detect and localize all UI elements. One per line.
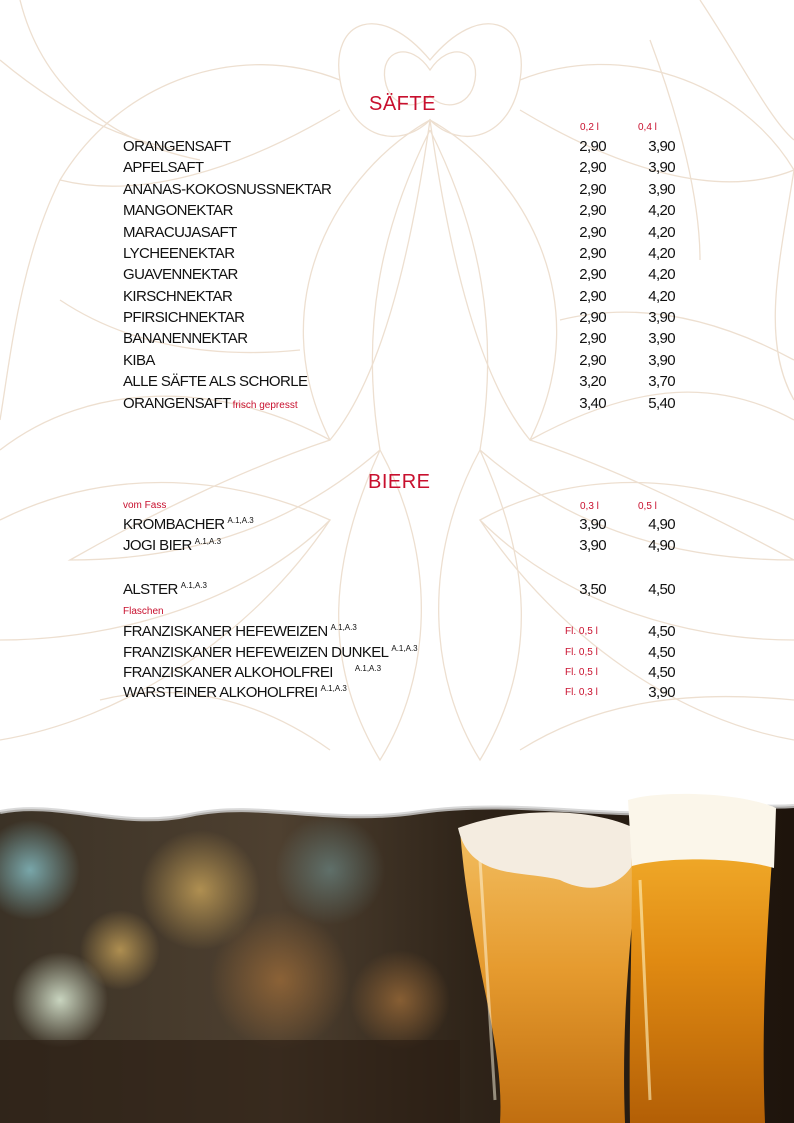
price-large: 4,20: [648, 202, 675, 219]
item-name: ORANGENSAFT: [123, 395, 231, 412]
size-header-small: 0,2 l: [580, 122, 599, 133]
price-large: 4,90: [648, 537, 675, 554]
price-large: 4,50: [648, 581, 675, 598]
subsection-vom-fass: vom Fass: [123, 500, 167, 511]
allergen-codes: A.1,A.3: [180, 581, 208, 590]
item-note: frisch gepresst: [232, 400, 298, 411]
item-name: PFIRSICHNEKTAR: [123, 309, 245, 326]
bottle-size: Fl. 0,3 l: [565, 687, 598, 698]
price: 4,50: [648, 623, 675, 640]
price-small: 2,90: [579, 159, 606, 176]
item-name: GUAVENNEKTAR: [123, 266, 238, 283]
item-name: MARACUJASAFT: [123, 224, 237, 241]
bottle-size: Fl. 0,5 l: [565, 647, 598, 658]
price-large: 4,20: [648, 266, 675, 283]
price-large: 4,20: [648, 288, 675, 305]
item-name: ALLE SÄFTE ALS SCHORLE: [123, 373, 308, 390]
menu-item: [123, 537, 683, 558]
item-name: KROMBACHER: [123, 516, 225, 533]
menu-item: [123, 684, 683, 705]
item-name: WARSTEINER ALKOHOLFREI: [123, 684, 318, 701]
allergen-codes: A.1,A.3: [227, 516, 254, 525]
price-small: 3,20: [579, 373, 606, 390]
price-small: 2,90: [579, 330, 606, 347]
price: 3,90: [648, 684, 675, 701]
allergen-codes: A.1,A.3: [330, 623, 357, 632]
price-small: 2,90: [579, 181, 606, 198]
menu-item: [123, 330, 683, 351]
menu-item: [123, 516, 683, 537]
size-header-large: 0,5 l: [638, 501, 657, 512]
item-name: BANANENNEKTAR: [123, 330, 248, 347]
menu-item: [123, 138, 683, 159]
price-large: 3,90: [648, 352, 675, 369]
menu-item: [123, 644, 683, 665]
price-small: 3,90: [579, 537, 606, 554]
item-name: KIRSCHNEKTAR: [123, 288, 233, 305]
price-large: 3,90: [648, 330, 675, 347]
price-large: 4,20: [648, 245, 675, 262]
price-small: 2,90: [579, 352, 606, 369]
item-name: ALSTER: [123, 581, 178, 598]
price-small: 2,90: [579, 309, 606, 326]
menu-item: [123, 181, 683, 202]
menu-item: [123, 395, 683, 416]
menu-item: [123, 288, 683, 309]
price: 4,50: [648, 644, 675, 661]
price-small: 2,90: [579, 224, 606, 241]
item-name: ANANAS-KOKOSNUSSNEKTAR: [123, 181, 332, 198]
price-large: 3,90: [648, 159, 675, 176]
price-small: 2,90: [579, 202, 606, 219]
price-large: 5,40: [648, 395, 675, 412]
menu-item: [123, 202, 683, 223]
menu-item: [123, 623, 683, 644]
menu-item: [123, 309, 683, 330]
item-name: FRANZISKANER HEFEWEIZEN: [123, 623, 328, 640]
menu-item: [123, 352, 683, 373]
section-title-saefte: SÄFTE: [369, 93, 436, 115]
item-name: LYCHEENEKTAR: [123, 245, 235, 262]
allergen-codes: A.1,A.3: [391, 644, 418, 653]
allergen-codes: A.1,A.3: [354, 664, 382, 673]
price-large: 3,90: [648, 309, 675, 326]
price-large: 3,70: [648, 373, 675, 390]
item-name: FRANZISKANER HEFEWEIZEN DUNKEL: [123, 644, 389, 661]
size-header-large: 0,4 l: [638, 122, 657, 133]
price-large: 3,90: [648, 138, 675, 155]
menu-item: [123, 159, 683, 180]
menu-item: [123, 224, 683, 245]
price-large: 4,20: [648, 224, 675, 241]
bottle-size: Fl. 0,5 l: [565, 667, 598, 678]
item-name: KIBA: [123, 352, 155, 369]
item-name: FRANZISKANER ALKOHOLFREI: [123, 664, 333, 681]
allergen-codes: A.1,A.3: [194, 537, 222, 546]
price-small: 3,50: [579, 581, 606, 598]
menu-item: [123, 664, 683, 685]
menu-item: [123, 581, 683, 602]
price-large: 4,90: [648, 516, 675, 533]
item-name: MANGONEKTAR: [123, 202, 233, 219]
price-small: 3,40: [579, 395, 606, 412]
menu-item: [123, 245, 683, 266]
price-small: 2,90: [579, 245, 606, 262]
price-small: 2,90: [579, 266, 606, 283]
menu-item: [123, 373, 683, 394]
price-large: 3,90: [648, 181, 675, 198]
bottle-size: Fl. 0,5 l: [565, 626, 598, 637]
price-small: 3,90: [579, 516, 606, 533]
menu-item: [123, 266, 683, 287]
price-small: 2,90: [579, 138, 606, 155]
size-header-small: 0,3 l: [580, 501, 599, 512]
allergen-codes: A.1,A.3: [320, 684, 347, 693]
price-small: 2,90: [579, 288, 606, 305]
item-name: APFELSAFT: [123, 159, 204, 176]
price: 4,50: [648, 664, 675, 681]
subsection-flaschen: Flaschen: [123, 606, 164, 617]
section-title-biere: BIERE: [368, 471, 431, 493]
item-name: ORANGENSAFT: [123, 138, 231, 155]
item-name: JOGI BIER: [123, 537, 192, 554]
